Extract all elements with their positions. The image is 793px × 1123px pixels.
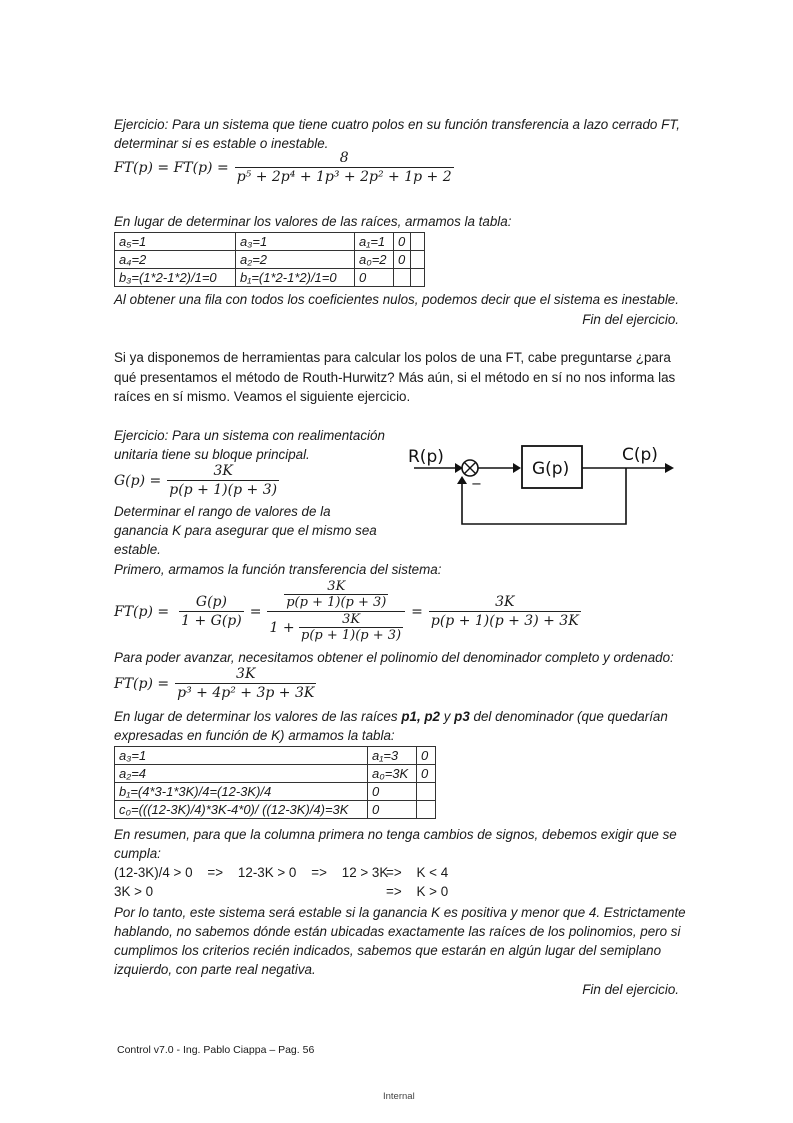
page-footer: Control v7.0 - Ing. Pablo Ciappa – Pag. 56 [117,1044,315,1056]
ex1-formula-lhs: FT(p) = FT(p) = [114,160,229,176]
table-cell: 0 [368,801,417,819]
ex2-det-line3: estable. [114,542,161,557]
ex2-g-numerator: 3K [213,463,233,479]
table-cell: a₀=3K [368,765,417,783]
ex2-summary-line1: En resumen, para que la columna primera no tenga cambios de signos, debemos exigir que se [114,827,677,842]
table-cell: b₁=(1*2-1*2)/1=0 [236,269,355,287]
diagram-block-label: G(p) [532,459,570,479]
table-row [115,747,436,765]
forward-arrow-head [513,463,521,473]
ex2-ft2-lhs: FT(p) = [114,676,170,692]
feedback-block-diagram [400,432,690,532]
ex2-g-denominator: p(p + 1)(p + 3) [169,482,278,498]
ex2-ft-result-numerator: 3K [495,593,515,610]
table-cell: b₃=(1*2-1*2)/1=0 [115,269,236,287]
ex2-ft-g-numerator: G(p) [195,593,227,610]
ex1-intro-line2: determinar si es estable o inestable. [114,136,329,151]
table-cell [417,783,436,801]
ex2-ft-nested-numerator [282,579,390,611]
table-cell [411,269,425,287]
table-cell: 0 [417,747,436,765]
table-cell: 0 [368,783,417,801]
ex2-condition2-left: 3K > 0 [114,884,154,899]
ex2-ft-formula [114,579,581,644]
table-cell: a₁=1 [355,233,394,251]
table-cell: 0 [417,765,436,783]
ex2-condition2-right: => K > 0 [386,884,449,899]
table-intro-y: y [440,709,455,724]
table-cell: c₀=(((12-3K)/4)*3K-4*0)/ ((12-3K)/4)=3K [115,801,368,819]
table-cell: 0 [394,251,411,269]
table-cell: a₂=4 [115,765,368,783]
table-cell: b₁=(4*3-1*3K)/4=(12-3K)/4 [115,783,368,801]
ex1-routh-table [114,232,425,287]
table-cell: a₂=2 [236,251,355,269]
equals-sign: = [249,603,262,620]
ex2-g-lhs: G(p) = [114,473,162,489]
ex2-ft-lhs: FT(p) = [114,603,170,620]
ex2-final-line1: Por lo tanto, este sistema será estable si la ganancia K es positiva y menor que 4. Estrictamente [114,905,686,920]
ex2-table-intro-line1 [114,707,668,726]
ex2-ft2-denominator: p³ + 4p² + 3p + 3K [177,685,315,701]
classification-label: Internal [383,1091,415,1102]
ex2-intro-line1: Ejercicio: Para un sistema con realimentación [114,428,385,443]
table-row [115,765,436,783]
table-cell: a₃=1 [236,233,355,251]
para-line1: Si ya disponemos de herramientas para calcular los polos de una FT, cabe preguntarse ¿para [114,350,671,365]
table-cell [417,801,436,819]
equals-sign: = [411,603,423,620]
ex2-det-line2: ganancia K para asegurar que el mismo sea [114,523,377,538]
nested-bottom-den: p(p + 1)(p + 3) [301,628,402,643]
table-cell [394,269,411,287]
feedback-arrow-head [457,476,467,484]
ex2-final-line4: izquierdo, con parte real negativa. [114,962,316,977]
ex2-ft-result-fraction [429,594,581,630]
ex1-end: Fin del ejercicio. [582,312,679,327]
ex2-det-line1: Determinar el rango de valores de la [114,504,331,519]
ex2-intro-line2: unitaria tiene su bloque principal. [114,447,310,462]
nested-top-den: p(p + 1)(p + 3) [286,595,387,610]
table-row [115,251,425,269]
ex2-table-intro-line2: expresadas en función de K) armamos la tabla: [114,728,395,743]
ex1-intro-line1: Ejercicio: Para un sistema que tiene cuatro polos en su función transferencia a lazo cerrado FT, [114,117,680,132]
diagram-output-label: C(p) [622,445,658,465]
table-cell [411,233,425,251]
ex2-ft-result-denominator: p(p + 1)(p + 3) + 3K [430,612,579,629]
table-row [115,233,425,251]
ex2-ft-g-fraction [179,594,244,630]
ex1-formula [114,150,454,186]
table-cell: a₀=2 [355,251,394,269]
table-cell: 0 [355,269,394,287]
table-cell: a₅=1 [115,233,236,251]
table-cell: a₃=1 [115,747,368,765]
table-row [115,801,436,819]
ex1-formula-numerator: 8 [339,150,349,166]
table-cell: a₁=3 [368,747,417,765]
ex2-final-line3: cumplimos los criterios recién indicados, sabemos que estarán en algún lugar del semiplano [114,943,662,958]
ex2-step2: Para poder avanzar, necesitamos obtener el polinomio del denominador completo y ordenado: [114,650,674,665]
ex2-summary-line2: cumpla: [114,846,161,861]
ex2-ft2-numerator: 3K [236,666,256,682]
ex1-formula-denominator: p⁵ + 2p⁴ + 1p³ + 2p² + 1p + 2 [236,169,452,185]
table-row [115,269,425,287]
ex2-ft2-fraction [175,666,316,702]
table-intro-text-b: del denominador (que quedarían [469,709,668,724]
ex1-conclusion: Al obtener una fila con todos los coeficientes nulos, podemos decir que el sistema es inestable. [114,292,679,307]
ex2-final-line2: hablando, no sabemos dónde están ubicadas exactamente las raíces de los polinomios, pero si [114,924,681,939]
diagram-minus-sign: − [471,477,482,492]
ex2-ft-nested-fraction [267,579,405,644]
ex2-ft2-formula [114,666,316,702]
para-line2: qué presentamos el método de Routh-Hurwitz? Más aún, si el método en sí no nos informa las [114,370,676,385]
table-intro-text-a: En lugar de determinar los valores de las raíces [114,709,402,724]
ex1-table-intro: En lugar de determinar los valores de las raíces, armamos la tabla: [114,214,512,229]
table-intro-p3: p3 [454,709,470,724]
ex2-end: Fin del ejercicio. [582,982,679,997]
ex2-g-fraction [167,463,279,499]
table-cell: 0 [394,233,411,251]
ex2-routh-table [114,746,436,819]
ex2-condition1-right: => K < 4 [386,865,449,880]
table-cell: a₄=2 [115,251,236,269]
nested-bottom-num: 3K [342,612,361,627]
nested-top-fraction [284,579,388,611]
nested-den-prefix: 1 + [269,620,295,636]
output-arrow-head [665,463,674,473]
ex2-ft-nested-denominator [267,611,405,644]
nested-bottom-fraction [299,612,403,644]
ex2-ft-g-denominator: 1 + G(p) [181,612,242,629]
ex1-formula-fraction [235,150,454,186]
para-line3: raíces en sí mismo. Veamos el siguiente ejercicio. [114,389,411,404]
ex2-g-formula [114,463,279,499]
table-cell [411,251,425,269]
table-row [115,783,436,801]
diagram-input-label: R(p) [408,447,444,467]
ex2-step1: Primero, armamos la función transferencia del sistema: [114,562,442,577]
table-intro-p1p2: p1, p2 [401,709,441,724]
ex2-condition1-left: (12-3K)/4 > 0 => 12-3K > 0 => 12 > 3K [114,865,389,880]
nested-top-num: 3K [327,579,346,594]
